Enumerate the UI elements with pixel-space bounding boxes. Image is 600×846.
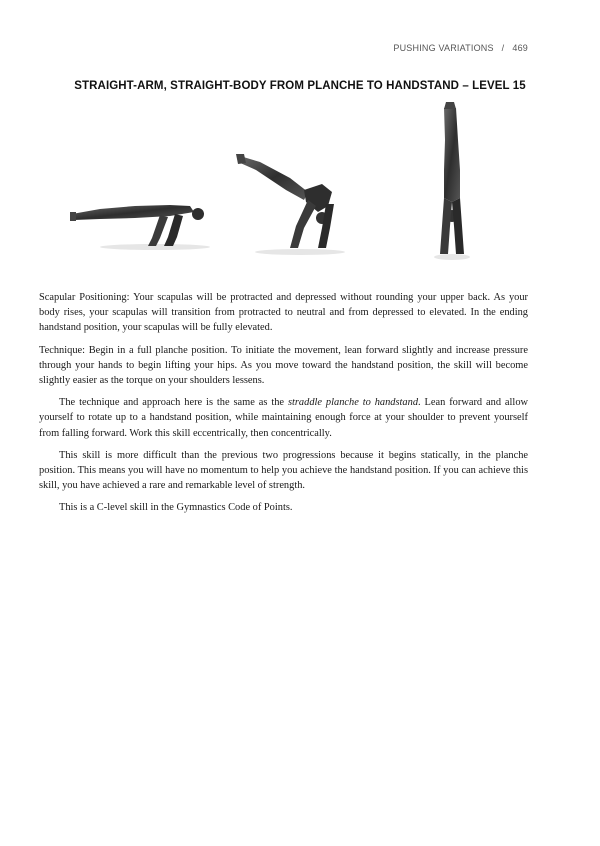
technique-paragraph: Technique: Begin in a full planche position. To initiate the movement, lean forward slightly and increase pressure through your hands to begin lifting your hips. As you move toward the handstand position, the skill will become slightly easier as the torque on your shoulders lessens. [39,344,528,387]
approach-text-after: . Lean forward and allow yourself to rotate up to a handstand position, while maintaining enough force at your shoulder to prevent yourself from falling forward. Work this skill eccentrically, then concentrically. [39,397,529,439]
body-text [39,290,528,523]
handstand-pose-photo [434,102,470,260]
exercise-heading: STRAIGHT-ARM, STRAIGHT-BODY FROM PLANCHE TO HANDSTAND – LEVEL 15 [74,80,526,92]
approach-text-before: The technique and approach here is the same as the [59,397,288,409]
running-head-section: PUSHING VARIATIONS [393,43,494,53]
difficulty-paragraph: This skill is more difficult than the previous two progressions because it begins statically, in the planche position. This means you will have no momentum to help you achieve the handstand position. If you can achieve this skill, you have achieved a rare and remarkable level of strength. [39,449,528,492]
planche-pose-photo [70,205,210,250]
code-of-points-paragraph: This is a C-level skill in the Gymnastics Code of Points. [59,502,293,514]
exercise-figure-drawing [60,100,540,270]
scapular-positioning-paragraph: Scapular Positioning: Your scapulas will be protracted and depressed without rounding your upper back. As your body rises, your scapulas will transition from protracted to neutral and from depressed to elevated. In the ending handstand position, your scapulas will be fully elevated. [39,292,528,334]
approach-paragraph [39,395,528,441]
exercise-figure [60,100,540,270]
straddle-planche-reference: straddle planche to handstand [287,397,419,409]
pike-transition-pose-photo [236,154,345,255]
running-head [393,43,528,53]
page-number: 469 [512,43,528,53]
running-head-separator: / [501,43,505,53]
